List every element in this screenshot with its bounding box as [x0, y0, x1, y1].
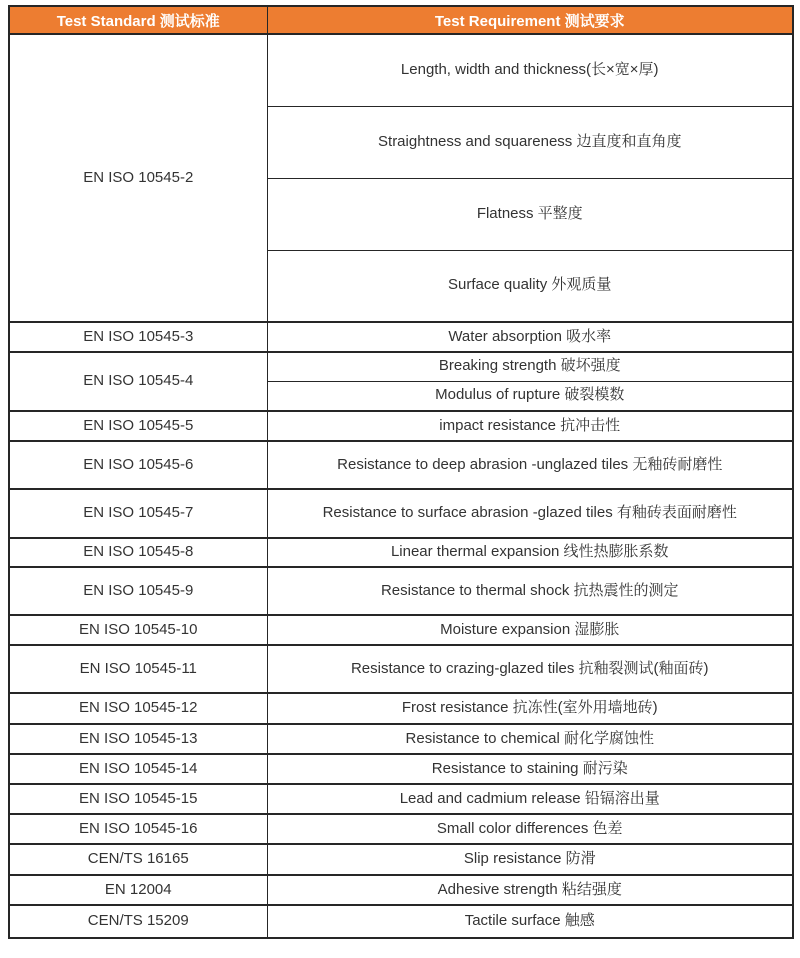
requirement-cell: Resistance to chemical 耐化学腐蚀性 — [267, 724, 793, 754]
requirement-cell: Resistance to deep abrasion -unglazed tiles 无釉砖耐磨性 — [267, 441, 793, 489]
requirement-cell: Small color differences 色差 — [267, 814, 793, 844]
requirement-cell: Resistance to surface abrasion -glazed tiles 有釉砖表面耐磨性 — [267, 489, 793, 538]
standard-cell: EN ISO 10545-9 — [9, 567, 267, 615]
standard-cell: EN ISO 10545-4 — [9, 352, 267, 411]
requirement-cell: Water absorption 吸水率 — [267, 322, 793, 352]
requirement-cell: Adhesive strength 粘结强度 — [267, 875, 793, 905]
table-row — [9, 441, 793, 489]
table-row — [9, 645, 793, 693]
requirement-cell: Tactile surface 触感 — [267, 905, 793, 938]
requirement-cell: Linear thermal expansion 线性热膨胀系数 — [267, 538, 793, 567]
standard-cell: EN ISO 10545-10 — [9, 615, 267, 645]
requirement-cell: Resistance to staining 耐污染 — [267, 754, 793, 784]
table-row — [9, 844, 793, 875]
standard-cell: CEN/TS 15209 — [9, 905, 267, 938]
standard-cell: EN ISO 10545-2 — [9, 34, 267, 322]
requirement-cell: Modulus of rupture 破裂模数 — [267, 381, 793, 411]
table-row — [9, 875, 793, 905]
standard-cell: EN ISO 10545-6 — [9, 441, 267, 489]
standard-cell: EN ISO 10545-14 — [9, 754, 267, 784]
standard-cell: EN ISO 10545-11 — [9, 645, 267, 693]
requirement-cell: Resistance to thermal shock 抗热震性的测定 — [267, 567, 793, 615]
table-row — [9, 322, 793, 352]
requirement-cell: Moisture expansion 湿膨胀 — [267, 615, 793, 645]
table-row — [9, 814, 793, 844]
standard-cell: EN ISO 10545-8 — [9, 538, 267, 567]
header-test-requirement: Test Requirement 测试要求 — [267, 6, 793, 34]
standard-cell: EN ISO 10545-12 — [9, 693, 267, 724]
standard-cell: EN ISO 10545-7 — [9, 489, 267, 538]
standard-cell: EN ISO 10545-3 — [9, 322, 267, 352]
table-row — [9, 905, 793, 938]
standard-cell: EN ISO 10545-5 — [9, 411, 267, 441]
table-row — [9, 754, 793, 784]
standard-cell: EN 12004 — [9, 875, 267, 905]
requirement-cell: Resistance to crazing-glazed tiles 抗釉裂测试(釉面砖) — [267, 645, 793, 693]
table-row — [9, 538, 793, 567]
requirement-cell: Slip resistance 防滑 — [267, 844, 793, 875]
table-row — [9, 411, 793, 441]
requirement-cell: Breaking strength 破坏强度 — [267, 352, 793, 381]
table-row — [9, 489, 793, 538]
table-row — [9, 693, 793, 724]
header-row — [9, 6, 793, 34]
standard-cell: EN ISO 10545-13 — [9, 724, 267, 754]
requirement-cell: Frost resistance 抗冻性(室外用墙地砖) — [267, 693, 793, 724]
requirement-cell: Surface quality 外观质量 — [267, 250, 793, 322]
requirement-cell: impact resistance 抗冲击性 — [267, 411, 793, 441]
table-row — [9, 34, 793, 106]
table-body — [9, 34, 793, 938]
requirement-cell: Straightness and squareness 边直度和直角度 — [267, 106, 793, 178]
requirement-cell: Lead and cadmium release 铅镉溶出量 — [267, 784, 793, 814]
table-row — [9, 724, 793, 754]
header-test-standard: Test Standard 测试标准 — [9, 6, 267, 34]
standard-cell: CEN/TS 16165 — [9, 844, 267, 875]
table-row — [9, 352, 793, 381]
table-row — [9, 567, 793, 615]
table-row — [9, 615, 793, 645]
requirement-cell: Flatness 平整度 — [267, 178, 793, 250]
test-standards-table — [8, 5, 794, 939]
standard-cell: EN ISO 10545-16 — [9, 814, 267, 844]
standard-cell: EN ISO 10545-15 — [9, 784, 267, 814]
table-row — [9, 784, 793, 814]
requirement-cell: Length, width and thickness(长×宽×厚) — [267, 34, 793, 106]
